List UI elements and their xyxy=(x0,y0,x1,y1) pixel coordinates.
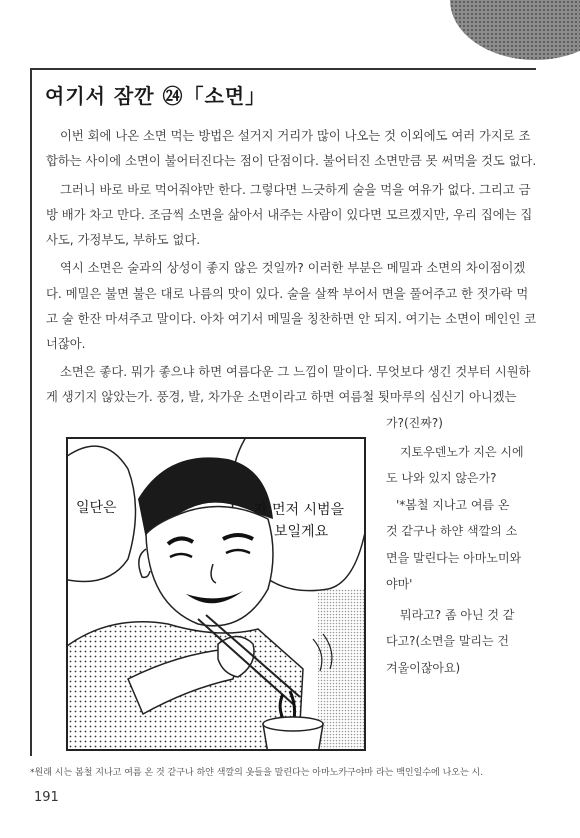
page-number: 191 xyxy=(34,790,59,805)
comic-panel xyxy=(66,437,366,751)
paragraph-line: 합하는 사이에 소면이 불어터진다는 점이 단점이다. 불어터진 소면만큼 못 써먹을 것도 없다. xyxy=(46,154,537,168)
speech-bubble-right-line1: 자 먼저 시범을 xyxy=(254,502,345,518)
paragraph-line: 역시 소면은 술과의 상성이 좋지 않은 것일까? 이러한 부분은 메밀과 소면의 차이점이겠 xyxy=(60,261,526,275)
paragraph-line: 너잖아. xyxy=(46,337,86,351)
paragraph-line: 그러니 바로 바로 먹어줘야만 한다. 그렇다면 느긋하게 술을 먹을 여유가 없다. 그리고 금 xyxy=(60,183,531,197)
side-text-line: 것 같구나 하얀 색깔의 소 xyxy=(386,524,518,538)
frame-top-border xyxy=(30,68,536,70)
side-text-line: 지토우덴노가 지은 시에 xyxy=(400,445,524,459)
side-text-line: '*봄철 지나고 여름 온 xyxy=(396,498,510,512)
paragraph-line: 이번 회에 나온 소면 먹는 방법은 설거지 거리가 많이 나오는 것 이외에도 여러 가지로 조 xyxy=(60,129,531,143)
paragraph-line: 소면은 좋다. 뭐가 좋으냐 하면 여름다운 그 느낌이 말이다. 무엇보다 생긴 것부터 시원하 xyxy=(60,365,531,379)
side-text-line: 도 나와 있지 않은가? xyxy=(386,471,497,485)
side-text-line: 다고?(소면을 말리는 건 xyxy=(386,634,510,648)
paragraph-line: 다. 메밀은 불면 불은 대로 나름의 맛이 있다. 술을 살짝 부어서 면을 풀어주고 한 젓가락 먹 xyxy=(46,287,529,301)
section-heading: 여기서 잠깐 ㉔「소면」 xyxy=(45,84,267,108)
frame-left-border xyxy=(30,68,32,756)
paragraph-line: 게 생기지 않았는가. 풍경, 발, 차가운 소면이라고 하면 여름철 툇마루의 심신기 아니겠는 xyxy=(46,390,517,404)
paragraph-line: 방 배가 차고 만다. 조금씩 소면을 삶아서 내주는 사람이 있다면 모르겠지만, 우리 집에는 집 xyxy=(46,208,533,222)
side-text-line: 겨울이잖아요) xyxy=(386,661,461,675)
corner-dot-decoration xyxy=(450,0,580,60)
side-text-line: 가?(진짜?) xyxy=(386,416,443,430)
paragraph-line: 사도, 가정부도, 부하도 없다. xyxy=(46,233,201,247)
comic-illustration xyxy=(68,439,364,749)
speech-bubble-right-line2: 보일게요 xyxy=(274,524,329,540)
speech-bubble-left: 일단은 xyxy=(76,500,117,516)
side-text-line: 면을 말린다는 아마노미와 xyxy=(386,551,522,565)
footnote: *원래 시는 봄철 지나고 여름 온 것 같구나 하얀 색깔의 옷들을 말린다는 아마노카구야마 라는 백인일수에 나오는 시. xyxy=(30,768,484,778)
side-text-line: 뭐라고? 좀 아닌 것 같 xyxy=(400,608,515,622)
paragraph-line: 고 술 한잔 마셔주고 말이다. 아차 여기서 메밀을 칭찬하면 안 되지. 여기는 소면이 메인인 코 xyxy=(46,312,537,326)
side-text-line: 야마' xyxy=(386,577,413,591)
